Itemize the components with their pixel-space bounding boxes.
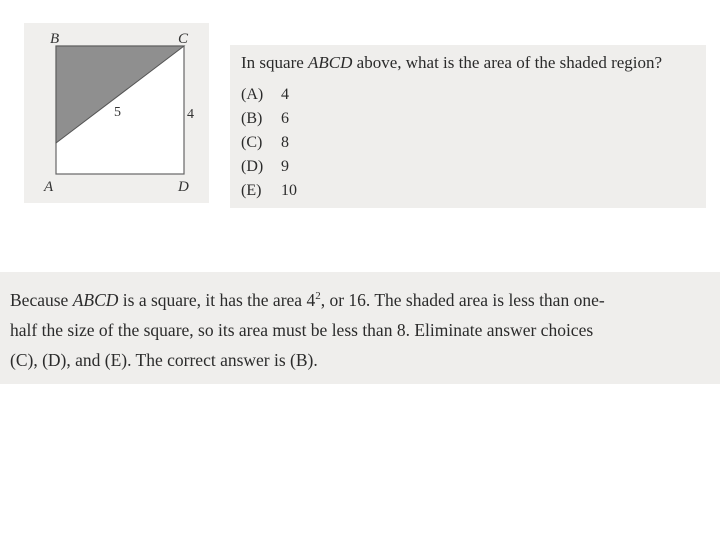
- answer-choice: (C) 8: [241, 134, 289, 151]
- vertex-b-label: B: [50, 31, 60, 47]
- vertex-c-label: C: [178, 31, 189, 47]
- answer-choice: (A) 4: [241, 86, 289, 103]
- vertex-a-label: A: [44, 179, 54, 195]
- answer-choice: (E) 10: [241, 182, 297, 199]
- explanation-panel: [0, 272, 720, 384]
- side-length-label: 4: [187, 107, 194, 122]
- question-text: In square ABCD above, what is the area of the shaded region?: [241, 53, 663, 72]
- question-panel: [230, 45, 706, 208]
- figure-panel: [24, 23, 209, 203]
- answer-choice: (B) 6: [241, 110, 289, 127]
- square-figure: [24, 23, 209, 203]
- square-name: ABCD: [308, 53, 353, 72]
- explanation-line-3: (C), (D), and (E). The correct answer is (B).: [10, 350, 318, 370]
- explanation-line-1: Because ABCD is a square, it has the area $4^2$, or 16. The shaded area is less than one-: [10, 290, 605, 310]
- explanation-line-2: half the size of the square, so its area must be less than 8. Eliminate answer choices: [10, 320, 594, 340]
- vertex-d-label: D: [178, 179, 189, 195]
- answer-choice: (D) 9: [241, 158, 289, 175]
- answer-choices: [241, 83, 297, 203]
- hypotenuse-length-label: 5: [114, 105, 121, 120]
